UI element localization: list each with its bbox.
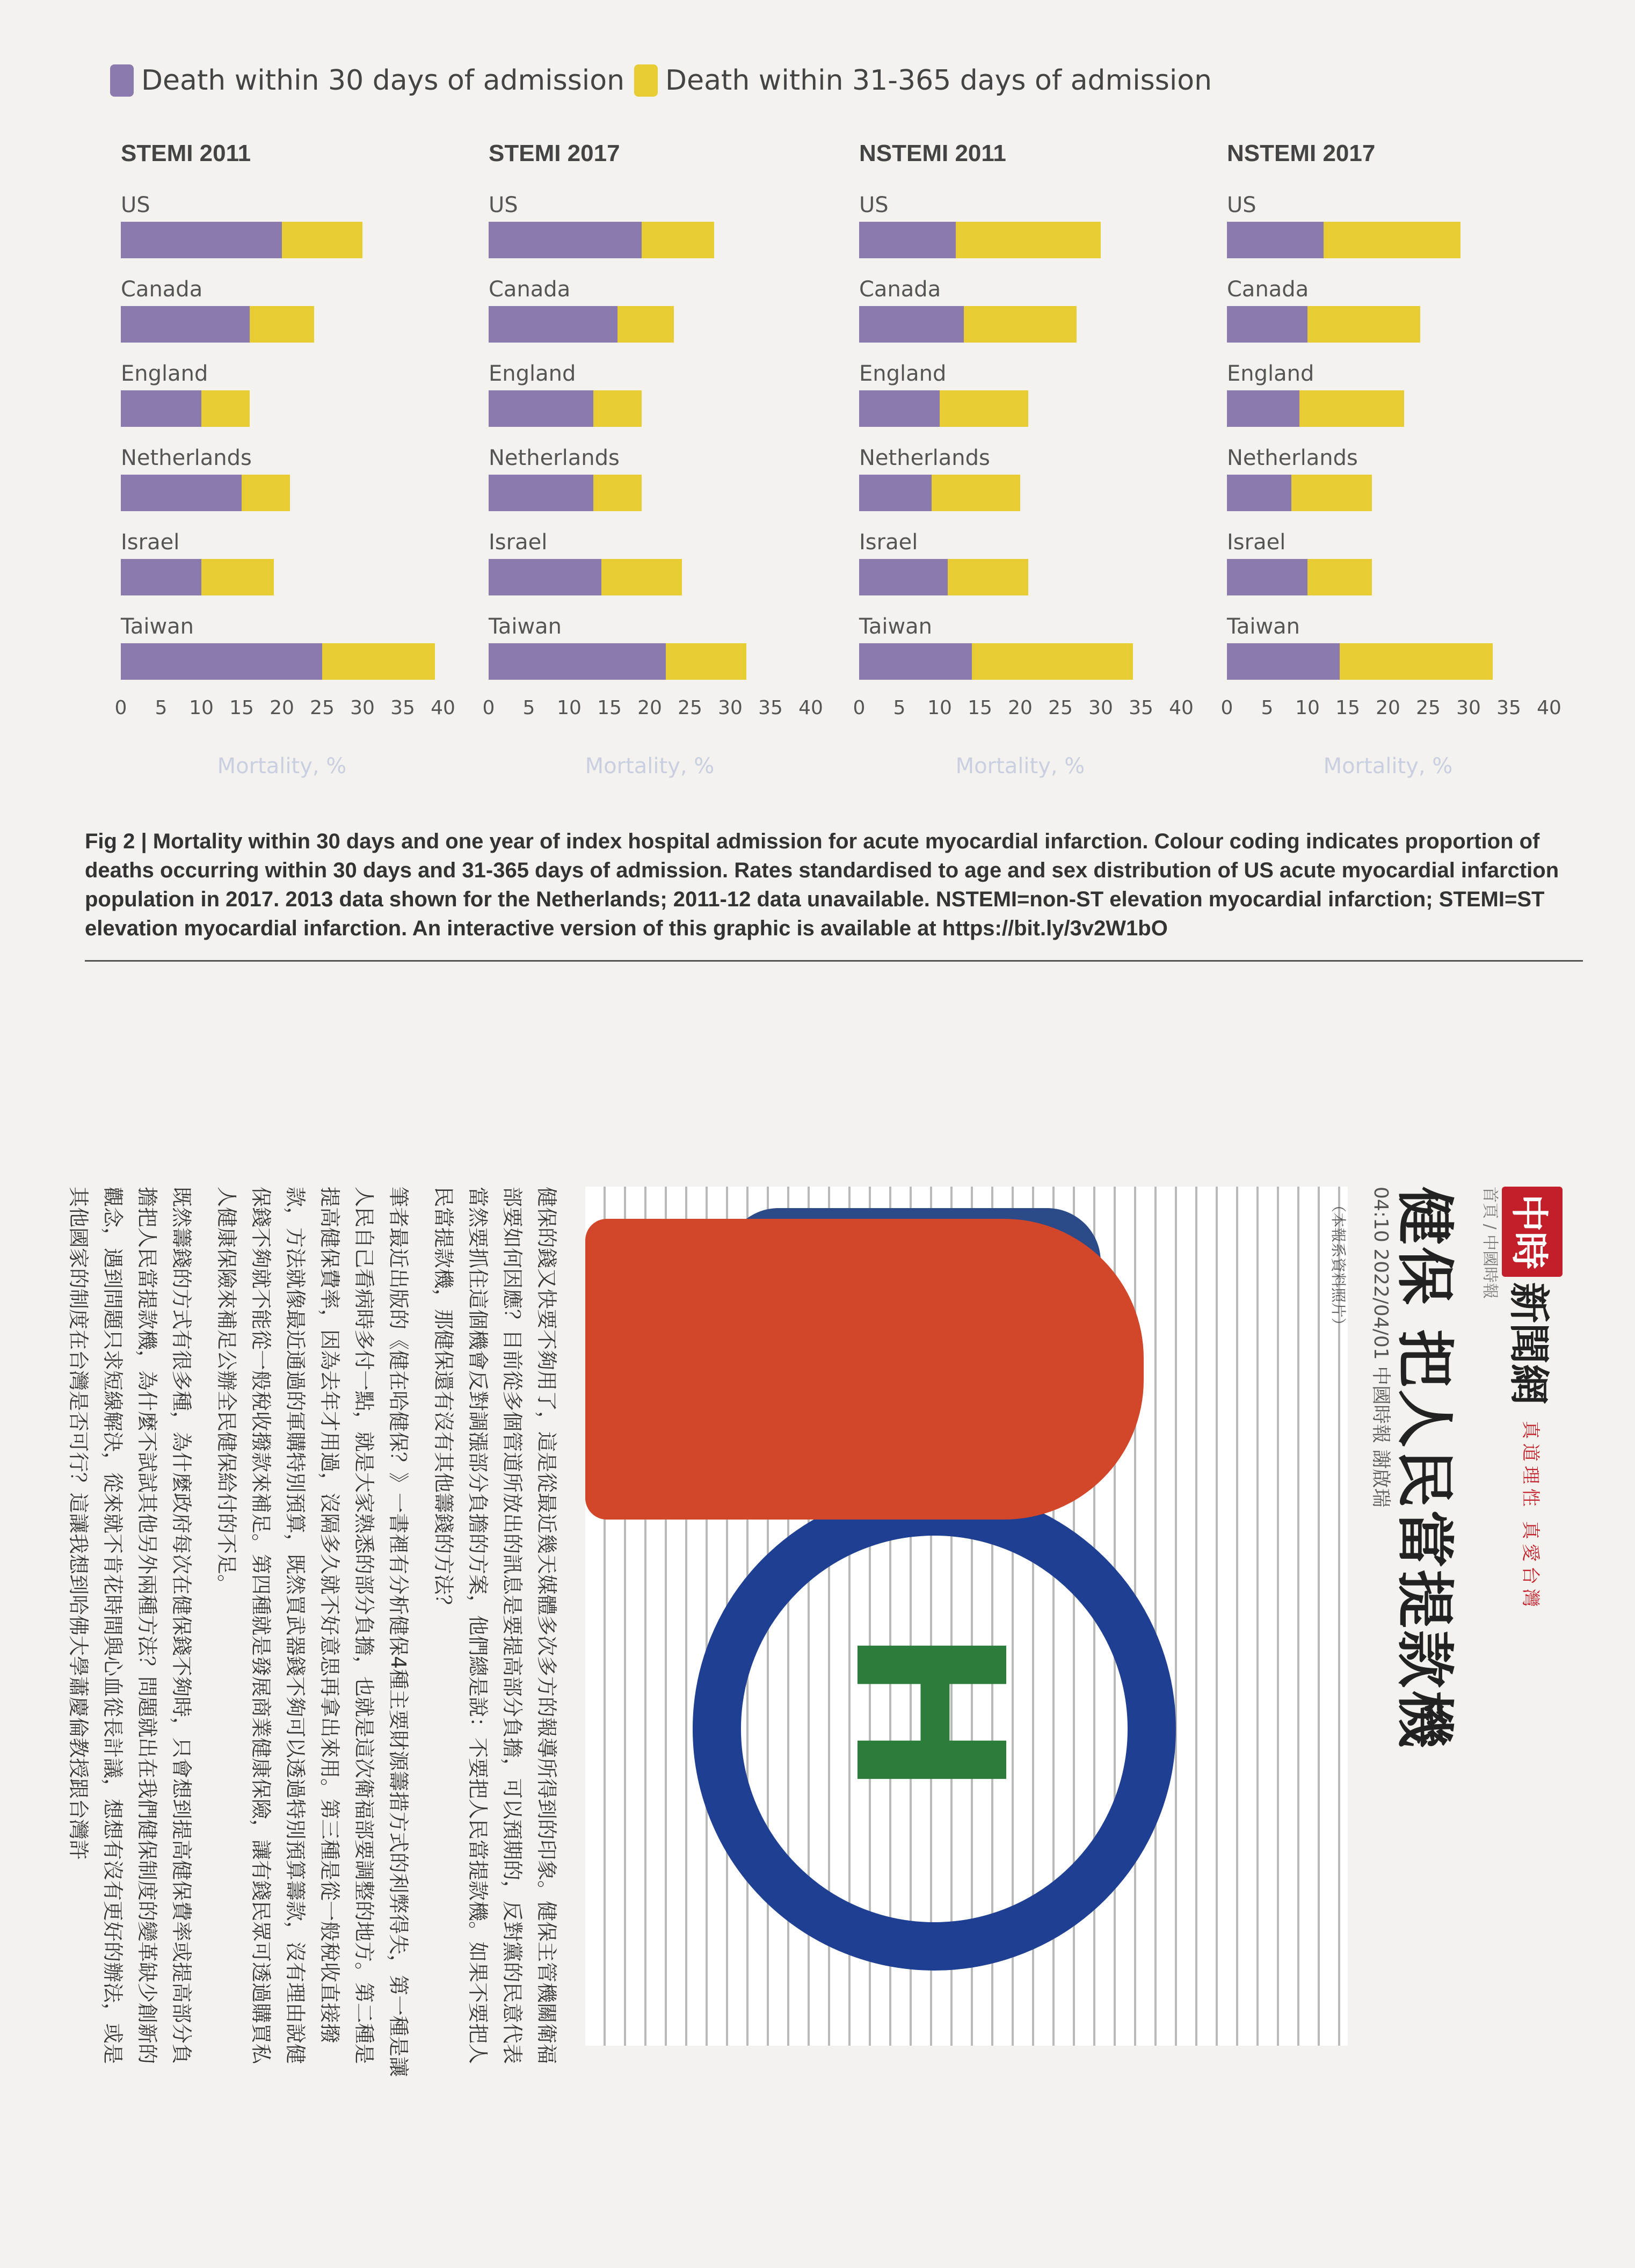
bar-31-365-days bbox=[322, 643, 435, 680]
bar-30-days bbox=[121, 306, 250, 343]
x-axis-label: Mortality, % bbox=[955, 754, 1085, 779]
x-tick-label: 30 bbox=[1456, 697, 1481, 719]
panel-title-stemi-2011: STEMI 2011 bbox=[121, 140, 251, 166]
news-logo bbox=[1502, 1187, 1563, 1611]
x-tick-label: 30 bbox=[718, 697, 743, 719]
bar-30-days bbox=[1227, 306, 1307, 343]
country-label: US bbox=[489, 193, 518, 217]
bar-30-days bbox=[859, 390, 940, 427]
country-label: US bbox=[121, 193, 150, 217]
bar-30-days bbox=[859, 559, 948, 595]
x-tick-label: 25 bbox=[1048, 697, 1073, 719]
legend-label-30-days: Death within 30 days of admission bbox=[141, 64, 625, 97]
x-tick-label: 15 bbox=[229, 697, 254, 719]
x-tick-label: 5 bbox=[155, 697, 168, 719]
x-tick-label: 15 bbox=[968, 697, 992, 719]
x-tick-label: 25 bbox=[1416, 697, 1441, 719]
x-tick-label: 0 bbox=[853, 697, 866, 719]
news-clipping bbox=[67, 1165, 1584, 2105]
figure-caption bbox=[85, 827, 1567, 943]
caption-lead: Fig 2 | Mortality within 30 days and one year of index hospital admission for acute myocardial infarction. bbox=[85, 830, 1149, 853]
bar-30-days bbox=[121, 222, 282, 258]
bar-31-365-days bbox=[201, 559, 274, 595]
x-axis-label: Mortality, % bbox=[1323, 754, 1453, 779]
country-label: Netherlands bbox=[859, 446, 990, 470]
country-label: England bbox=[121, 361, 208, 386]
bar-31-365-days bbox=[250, 306, 314, 343]
bar-30-days bbox=[489, 643, 666, 680]
bar-30-days bbox=[121, 475, 242, 511]
news-logo-name: 新聞網 bbox=[1505, 1282, 1553, 1405]
country-label: England bbox=[1227, 361, 1314, 386]
bar-30-days bbox=[489, 306, 617, 343]
bar-30-days bbox=[489, 475, 593, 511]
country-label: Israel bbox=[1227, 530, 1286, 555]
news-logo-badge: 中時 bbox=[1502, 1187, 1563, 1277]
article-paragraph: 健保的錢又快要不夠用了，這是從最近幾天媒體多次多方的報導所得到的印象。健保主管機關衛福部要如何因應？目前從多個管道所放出的訊息是要提高部分負擔，可以預期的，反對黨的民意代表當然要抓住這個機會反對調漲部分負擔的方案，他們總是說：不要把人民當提款機。如果不要把人民當提款機，那健保還有沒有其他籌錢的方法？ bbox=[432, 1187, 558, 2065]
bar-31-365-days bbox=[1340, 643, 1493, 680]
x-tick-label: 5 bbox=[893, 697, 906, 719]
x-tick-label: 0 bbox=[1220, 697, 1233, 719]
article-meta: 04:10 2022/04/01 中國時報 謝啟瑞 bbox=[1370, 1187, 1392, 1508]
bar-31-365-days bbox=[593, 475, 642, 511]
country-label: England bbox=[859, 361, 947, 386]
bar-30-days bbox=[489, 222, 642, 258]
bar-30-days bbox=[1227, 222, 1324, 258]
country-label: Canada bbox=[1227, 277, 1309, 302]
bar-30-days bbox=[859, 475, 932, 511]
bar-31-365-days bbox=[964, 306, 1077, 343]
bar-30-days bbox=[1227, 559, 1307, 595]
bar-31-365-days bbox=[201, 390, 250, 427]
article-photo bbox=[585, 1187, 1348, 2046]
photo-caption: （本報系資料照片） bbox=[1329, 1197, 1347, 1333]
bar-30-days bbox=[489, 559, 601, 595]
country-label: US bbox=[1227, 193, 1256, 217]
breadcrumb: 首頁 / 中國時報 bbox=[1480, 1187, 1499, 1299]
country-label: Israel bbox=[859, 530, 918, 555]
bar-31-365-days bbox=[242, 475, 290, 511]
bar-30-days bbox=[859, 643, 972, 680]
x-axis-label: Mortality, % bbox=[217, 754, 347, 779]
bar-30-days bbox=[1227, 643, 1340, 680]
panel-title-nstemi-2011: NSTEMI 2011 bbox=[859, 140, 1006, 166]
bar-31-365-days bbox=[940, 390, 1028, 427]
x-tick-label: 10 bbox=[1295, 697, 1320, 719]
article-paragraph: 筆者最近出版的《健在哈健保？》一書裡有分析健保4種主要財源籌措方式的利弊得失，第一種是讓人民自己看病時多付一點，就是大家熟悉的部分負擔，也就是這次衛福部要調整的地方。第二種是提高健保費率，因為去年才用過，沒隔多久就不好意思再拿出來用。第三種是從一般稅收直接撥款，方法就像最近通過的軍購特別預算，既然買武器錢不夠可以透過特別預算籌款，沒有理由說健保錢不夠就不能從一般稅收撥款來補足。第四種就是發展商業健康保險，讓有錢民眾可透過購買私人健康保險來補足公辦全民健保給付的不足。 bbox=[215, 1187, 410, 2077]
panel-title-stemi-2017: STEMI 2017 bbox=[489, 140, 620, 166]
x-axis-label: Mortality, % bbox=[585, 754, 715, 779]
bar-31-365-days bbox=[617, 306, 674, 343]
bar-31-365-days bbox=[1307, 559, 1372, 595]
x-tick-label: 5 bbox=[1261, 697, 1274, 719]
country-label: Israel bbox=[121, 530, 180, 555]
x-tick-label: 15 bbox=[1335, 697, 1360, 719]
country-label: Netherlands bbox=[121, 446, 252, 470]
x-tick-label: 10 bbox=[189, 697, 214, 719]
bar-30-days bbox=[859, 306, 964, 343]
country-label: Netherlands bbox=[1227, 446, 1358, 470]
bar-30-days bbox=[1227, 475, 1291, 511]
country-label: Canada bbox=[859, 277, 941, 302]
headline: 健保 把人民當提款機 bbox=[1391, 1187, 1458, 1750]
x-tick-label: 15 bbox=[597, 697, 622, 719]
bar-31-365-days bbox=[593, 390, 642, 427]
bar-30-days bbox=[859, 222, 956, 258]
x-tick-label: 30 bbox=[350, 697, 375, 719]
news-clipping-rotated bbox=[67, 1165, 1584, 2105]
x-tick-label: 35 bbox=[1129, 697, 1153, 719]
x-tick-label: 35 bbox=[758, 697, 783, 719]
bar-31-365-days bbox=[601, 559, 682, 595]
bar-30-days bbox=[121, 559, 201, 595]
news-slogan: 真道理性 真愛台灣 bbox=[1520, 1421, 1541, 1611]
x-tick-label: 0 bbox=[114, 697, 127, 719]
bar-31-365-days bbox=[956, 222, 1101, 258]
bar-30-days bbox=[121, 643, 322, 680]
bar-31-365-days bbox=[932, 475, 1020, 511]
bar-31-365-days bbox=[1299, 390, 1404, 427]
country-label: Netherlands bbox=[489, 446, 620, 470]
caption-rest: Colour coding indicates proportion of deaths occurring within 30 days and 31-365 days of admission. Rates standardised to age and sex distribution of US acute myocardial infarction population in 2017. 2013 data shown for the Netherlands; 2011-12 data unavailable. NSTEMI=non-ST elevation myocardial infarction; STEMI=ST elevation myocardial infarction. An interactive version of this graphic is available at https://bit.ly/3v2W1bO bbox=[85, 830, 1559, 940]
x-tick-label: 20 bbox=[1376, 697, 1400, 719]
health-insurance-logo-mark: H bbox=[809, 1627, 1047, 1798]
country-label: Taiwan bbox=[1227, 614, 1300, 639]
x-tick-label: 10 bbox=[557, 697, 582, 719]
country-label: Taiwan bbox=[859, 614, 933, 639]
x-tick-label: 35 bbox=[390, 697, 415, 719]
country-label: Taiwan bbox=[121, 614, 194, 639]
bar-31-365-days bbox=[282, 222, 362, 258]
x-tick-label: 40 bbox=[431, 697, 455, 719]
x-tick-label: 5 bbox=[522, 697, 535, 719]
bar-31-365-days bbox=[642, 222, 714, 258]
x-tick-label: 25 bbox=[678, 697, 702, 719]
x-tick-label: 40 bbox=[798, 697, 823, 719]
chart-area bbox=[0, 0, 1635, 805]
x-tick-label: 35 bbox=[1496, 697, 1521, 719]
country-label: Canada bbox=[489, 277, 571, 302]
x-tick-label: 25 bbox=[310, 697, 335, 719]
bar-30-days bbox=[489, 390, 593, 427]
x-tick-label: 40 bbox=[1537, 697, 1561, 719]
x-tick-label: 20 bbox=[270, 697, 294, 719]
bar-31-365-days bbox=[1291, 475, 1372, 511]
x-tick-label: 0 bbox=[482, 697, 495, 719]
country-label: England bbox=[489, 361, 576, 386]
bar-31-365-days bbox=[1307, 306, 1420, 343]
bar-31-365-days bbox=[666, 643, 746, 680]
x-tick-label: 20 bbox=[1008, 697, 1033, 719]
country-label: Taiwan bbox=[489, 614, 562, 639]
bar-31-365-days bbox=[948, 559, 1028, 595]
country-label: Israel bbox=[489, 530, 548, 555]
bar-31-365-days bbox=[1324, 222, 1460, 258]
x-tick-label: 30 bbox=[1088, 697, 1113, 719]
article-body bbox=[50, 1187, 564, 2078]
bar-30-days bbox=[1227, 390, 1299, 427]
country-label: Canada bbox=[121, 277, 203, 302]
legend-label-31-365-days: Death within 31-365 days of admission bbox=[665, 64, 1212, 97]
country-label: US bbox=[859, 193, 889, 217]
x-tick-label: 40 bbox=[1169, 697, 1194, 719]
x-tick-label: 20 bbox=[637, 697, 662, 719]
x-tick-label: 10 bbox=[927, 697, 952, 719]
photo-person bbox=[585, 1219, 1144, 1520]
article-paragraph: 既然籌錢的方式有很多種，為什麼政府每次在健保錢不夠時，只會想到提高健保費率或提高部分負擔把人民當提款機，為什麼不試試其他另外兩種方法？問題就出在我們健保制度的變革缺少創新的觀念，遇到問題只求短線解決，從來就不肯花時間與心血從長計議，想想有沒有更好的辦法，或是其他國家的制度在台灣是否可行？這讓我想到哈佛大學蕭慶倫教授跟台灣許 bbox=[67, 1187, 193, 2065]
caption-divider bbox=[85, 960, 1583, 962]
bar-30-days bbox=[121, 390, 201, 427]
panel-title-nstemi-2017: NSTEMI 2017 bbox=[1227, 140, 1376, 166]
bar-31-365-days bbox=[972, 643, 1133, 680]
